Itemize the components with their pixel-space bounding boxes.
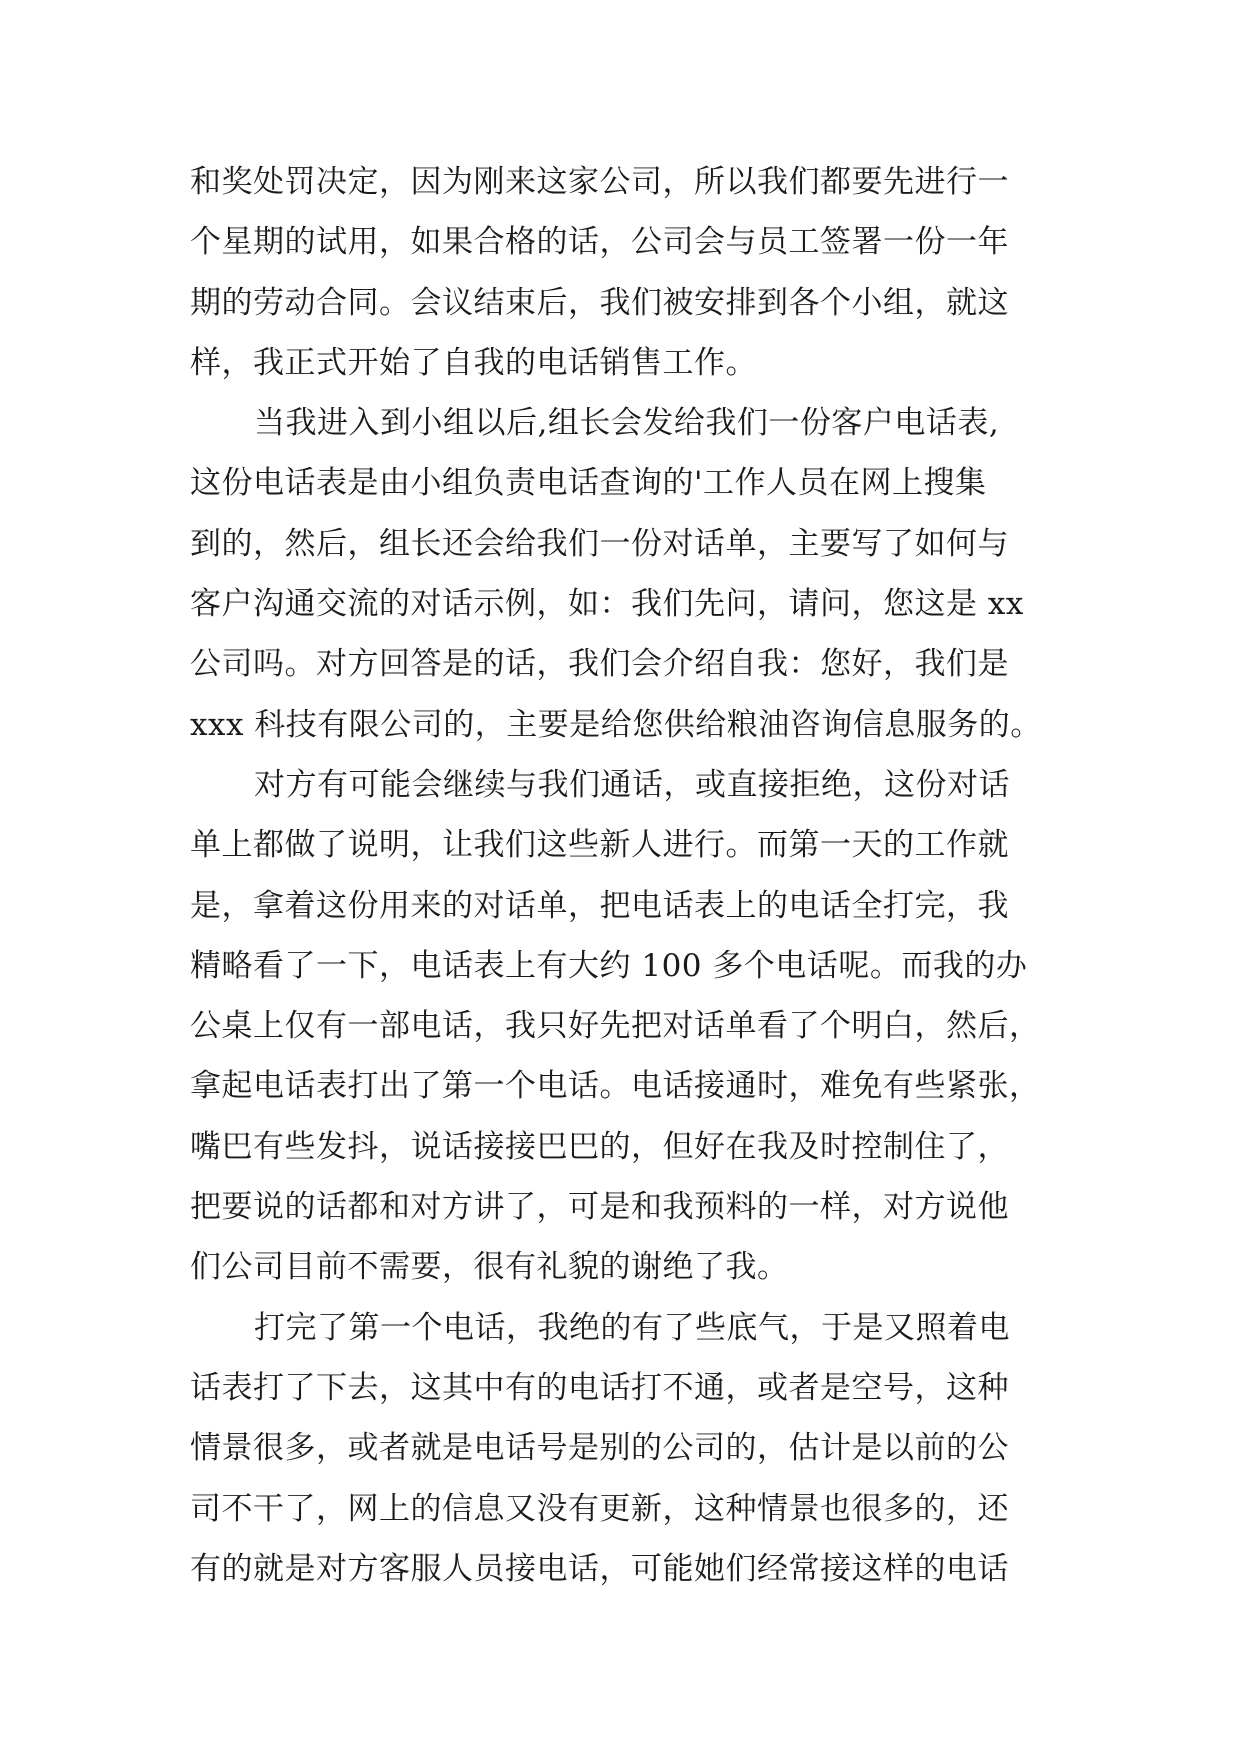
- text-line: 公桌上仅有一部电话，我只好先把对话单看了个明白，然后，: [190, 1008, 1041, 1045]
- text-line: 司不干了，网上的信息又没有更新，这种情景也很多的，还: [190, 1490, 1009, 1527]
- text-line: 单上都做了说明，让我们这些新人进行。而第一天的工作就: [190, 827, 1009, 864]
- paragraph-first-line: 对方有可能会继续与我们通话，或直接拒绝，这份对话: [254, 766, 1010, 803]
- text-line: 到的，然后，组长还会给我们一份对话单，主要写了如何与: [190, 525, 1009, 562]
- text-line: 这份电话表是由小组负责电话查询的'工作人员在网上搜集: [190, 465, 987, 502]
- text-line: 话表打了下去，这其中有的电话打不通，或者是空号，这种: [190, 1369, 1009, 1406]
- text-line: 精略看了一下，电话表上有大约 100 多个电话呢。而我的办: [190, 947, 1028, 984]
- text-line: 有的就是对方客服人员接电话，可能她们经常接这样的电话: [190, 1550, 1009, 1587]
- text-line: 和奖处罚决定，因为刚来这家公司，所以我们都要先进行一: [190, 164, 1009, 200]
- document-body: [190, 152, 1060, 1599]
- text-line: 情景很多，或者就是电话号是别的公司的，估计是以前的公: [190, 1430, 1009, 1467]
- paragraph-first-line: 打完了第一个电话，我绝的有了些底气，于是又照着电: [254, 1309, 1010, 1346]
- paragraph-first-line: 当我进入到小组以后,组长会发给我们一份客户电话表,: [254, 405, 1000, 442]
- text-line: 期的劳动合同。会议结束后，我们被安排到各个小组，就这: [190, 284, 1009, 321]
- text-line: 们公司目前不需要，很有礼貌的谢绝了我。: [190, 1249, 789, 1286]
- text-line: 嘴巴有些发抖，说话接接巴巴的，但好在我及时控制住了，: [190, 1128, 1009, 1165]
- text-line: xxx 科技有限公司的，主要是给您供给粮油咨询信息服务的。: [190, 706, 1042, 743]
- text-line: 个星期的试用，如果合格的话，公司会与员工签署一份一年: [190, 224, 1009, 261]
- text-line: 把要说的话都和对方讲了，可是和我预料的一样，对方说他: [190, 1189, 1009, 1226]
- text-line: 拿起电话表打出了第一个电话。电话接通时，难免有些紧张，: [190, 1068, 1041, 1105]
- text-line: 是，拿着这份用来的对话单，把电话表上的电话全打完，我: [190, 887, 1009, 924]
- text-line: 客户沟通交流的对话示例，如：我们先问，请问，您这是 xx: [190, 586, 1024, 623]
- text-line: 样，我正式开始了自我的电话销售工作。: [190, 344, 757, 381]
- text-line: 公司吗。对方回答是的话，我们会介绍自我：您好，我们是: [190, 646, 1009, 683]
